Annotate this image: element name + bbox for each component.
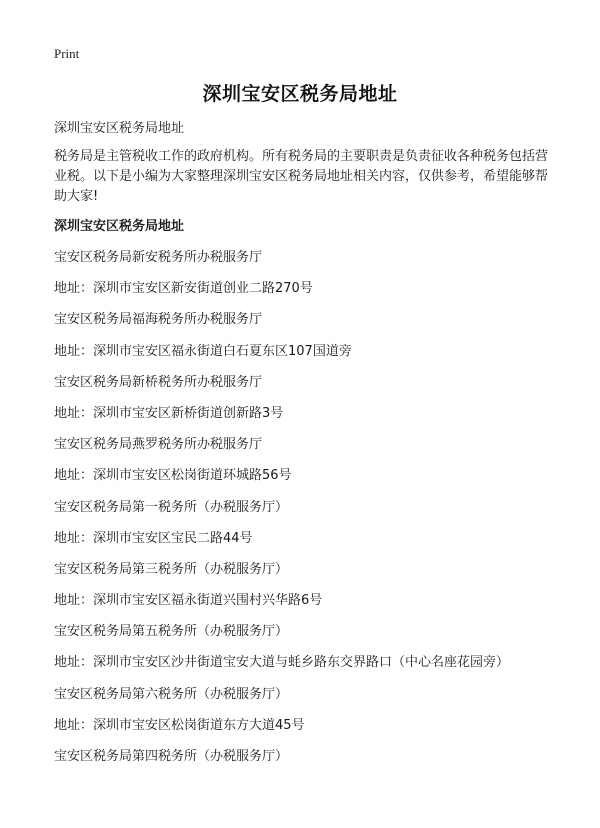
office-name: 宝安区税务局新安税务所办税服务厅 (54, 250, 263, 265)
office-address: 地址：深圳市宝安区松岗街道环城路56号 (54, 468, 292, 484)
office-address: 地址：深圳市宝安区福永街道兴围村兴华路6号 (54, 593, 323, 609)
office-address: 地址：深圳市宝安区沙井街道宝安大道与蚝乡路东交界路口（中心名座花园旁） (54, 655, 510, 671)
article-body (54, 119, 554, 778)
office-name: 宝安区税务局第六税务所（办税服务厅） (54, 686, 289, 702)
office-address: 地址：深圳市宝安区新桥街道创新路3号 (54, 405, 284, 421)
office-address: 地址：深圳市宝安区松岗街道东方大道45号 (54, 717, 305, 733)
print-link[interactable]: Print (54, 46, 80, 61)
office-name: 宝安区税务局第一税务所（办税服务厅） (54, 499, 289, 515)
office-address: 地址：深圳市宝安区新安街道创业二路270号 (54, 281, 313, 297)
office-list (54, 248, 554, 767)
intro-paragraph: 税务局是主管税收工作的政府机构。所有税务局的主要职责是负责征收各种税务包括营业税。以下是小编为大家整理深圳宝安区税务局地址相关内容，仅供参考，希望能够帮助大家! (54, 149, 549, 204)
office-name: 宝安区税务局第四税务所（办税服务厅） (54, 749, 289, 764)
section-heading: 深圳宝安区税务局地址 (54, 219, 185, 234)
office-name: 宝安区税务局福海税务所办税服务厅 (54, 312, 263, 328)
office-name: 宝安区税务局新桥税务所办税服务厅 (54, 374, 263, 390)
office-address: 地址：深圳市宝安区福永街道白石夏东区107国道旁 (54, 343, 352, 359)
office-address: 地址：深圳市宝安区宝民二路44号 (54, 530, 253, 546)
article-subtitle: 深圳宝安区税务局地址 (54, 121, 185, 136)
page-title: 深圳宝安区税务局地址 (202, 83, 398, 105)
office-name: 宝安区税务局燕罗税务所办税服务厅 (54, 437, 263, 453)
office-name: 宝安区税务局第五税务所（办税服务厅） (54, 624, 289, 640)
office-name: 宝安区税务局第三税务所（办税服务厅） (54, 561, 289, 577)
